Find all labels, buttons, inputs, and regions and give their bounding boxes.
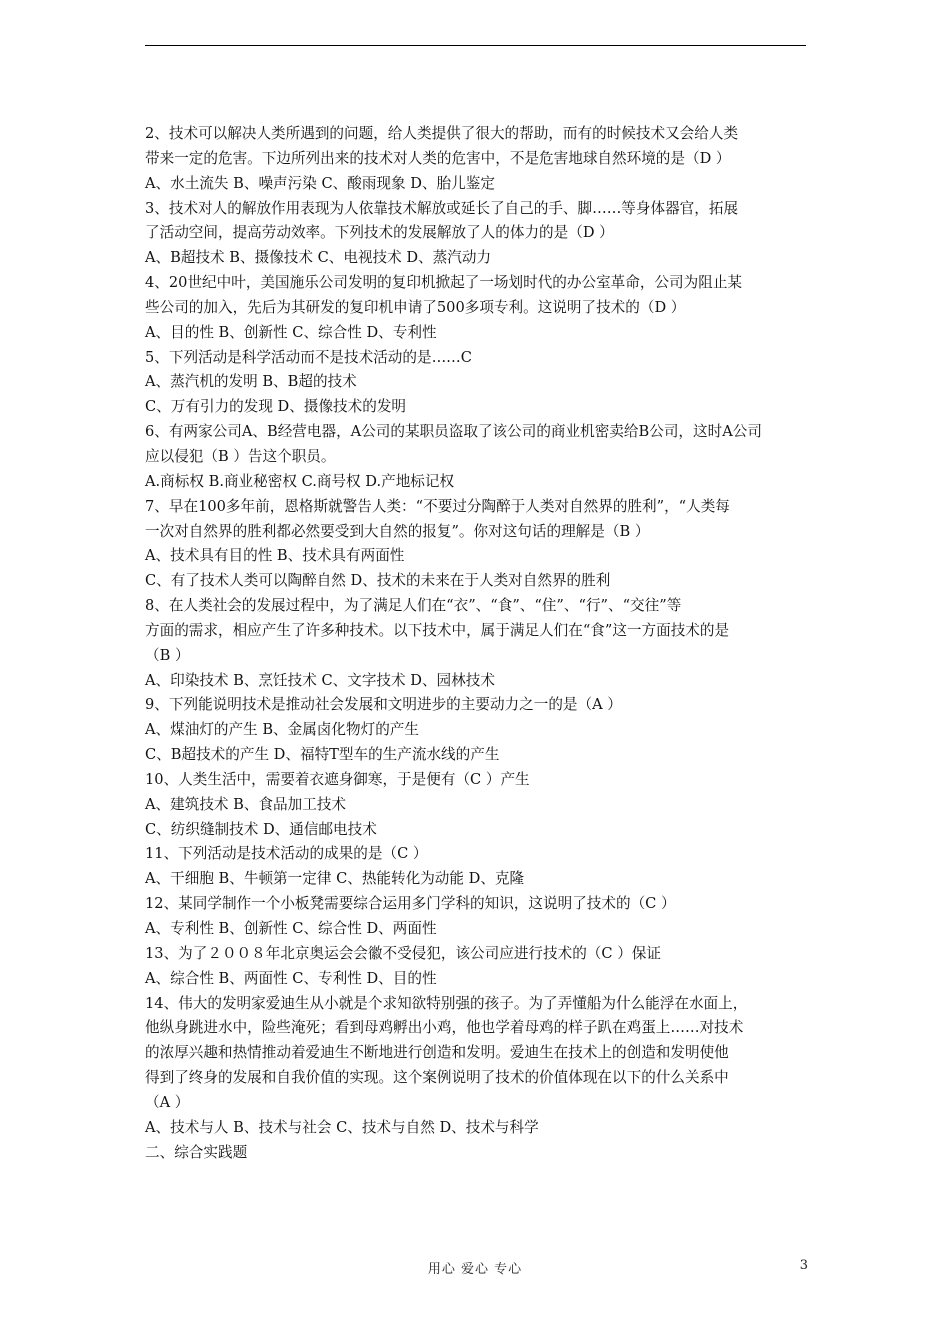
text-line: A、蒸汽机的发明 B、B超的技术 — [145, 373, 357, 391]
text-line: A、技术具有目的性 B、技术具有两面性 — [145, 547, 405, 565]
text-line: 8、在人类社会的发展过程中，为了满足人们在“衣”、“食”、“住”、“行”、“交往”等 — [145, 597, 682, 615]
text-line: （B ） — [145, 646, 190, 664]
text-line: 一次对自然界的胜利都必然要受到大自然的报复”。你对这句话的理解是（B ） — [145, 522, 650, 540]
text-line: A、煤油灯的产生 B、金属卤化物灯的产生 — [145, 721, 419, 739]
text-line: C、有了技术人类可以陶醉自然 D、技术的未来在于人类对自然界的胜利 — [145, 572, 611, 590]
text-line: 6、有两家公司A、B经营电器，A公司的某职员盗取了该公司的商业机密卖给B公司，这时A公司 — [145, 423, 762, 441]
text-line: A、印染技术 B、烹饪技术 C、文字技术 D、园林技术 — [145, 671, 495, 689]
text-line: C、万有引力的发现 D、摄像技术的发明 — [145, 398, 407, 416]
text-line: 9、下列能说明技术是推动社会发展和文明进步的主要动力之一的是（A ） — [145, 696, 622, 714]
text-line: 些公司的加入，先后为其研发的复印机申请了500多项专利。这说明了技术的（D ） — [145, 298, 686, 316]
text-line: C、B超技术的产生 D、福特T型车的生产流水线的产生 — [145, 746, 500, 764]
text-line: A、目的性 B、创新性 C、综合性 D、专利性 — [145, 323, 437, 341]
text-line: 带来一定的危害。下边所列出来的技术对人类的危害中，不是危害地球自然环境的是（D ） — [145, 149, 731, 167]
footer-motto: 用心 爱心 专心 — [427, 1262, 523, 1277]
text-line: 2、技术可以解决人类所遇到的问题，给人类提供了很大的帮助，而有的时候技术又会给人类 — [145, 125, 739, 142]
text-line: 13、为了２００８年北京奥运会会徽不受侵犯，该公司应进行技术的（C ）保证 — [145, 944, 661, 962]
text-line: 得到了终身的发展和自我价值的实现。这个案例说明了技术的价值体现在以下的什么关系中 — [145, 1069, 729, 1087]
text-line: （A ） — [145, 1093, 190, 1111]
text-line: A、技术与人 B、技术与社会 C、技术与自然 D、技术与科学 — [145, 1118, 539, 1136]
text-line: 了活动空间，提高劳动效率。下列技术的发展解放了人的体力的是（D ） — [145, 224, 614, 242]
text-line: A、综合性 B、两面性 C、专利性 D、目的性 — [145, 969, 437, 987]
text-line: 5、下列活动是科学活动而不是技术活动的是……C — [145, 348, 472, 366]
text-line: 11、下列活动是技术活动的成果的是（C ） — [145, 845, 428, 863]
text-line: 7、早在100多年前，恩格斯就警告人类：“不要过分陶醉于人类对自然界的胜利”，“人类每 — [145, 497, 730, 515]
text-line: 的浓厚兴趣和热情推动着爱迪生不断地进行创造和发明。爱迪生在技术上的创造和发明使他 — [145, 1044, 729, 1062]
text-line: 14、伟大的发明家爱迪生从小就是个求知欲特别强的孩子。为了弄懂船为什么能浮在水面上， — [145, 994, 748, 1012]
text-line: 3、技术对人的解放作用表现为人依靠技术解放或延长了自己的手、脚……等身体器官，拓展 — [145, 199, 739, 217]
text-line: 12、某同学制作一个小板凳需要综合运用多门学科的知识，这说明了技术的（C ） — [145, 895, 676, 913]
text-line: 方面的需求，相应产生了许多种技术。以下技术中，属于满足人们在“食”这一方面技术的是 — [145, 621, 730, 639]
text-line: C、纺织缝制技术 D、通信邮电技术 — [145, 820, 377, 838]
text-line: A、水土流失 B、噪声污染 C、酸雨现象 D、胎儿鉴定 — [145, 174, 495, 192]
question-text-block — [145, 122, 807, 1165]
text-line: A、B超技术 B、摄像技术 C、电视技术 D、蒸汽动力 — [145, 249, 492, 267]
text-line: 10、人类生活中，需要着衣遮身御寒，于是便有（C ）产生 — [145, 770, 530, 788]
text-line: A、建筑技术 B、食品加工技术 — [145, 795, 347, 813]
page-number: 3 — [799, 1258, 808, 1273]
text-line: A、干细胞 B、牛顿第一定律 C、热能转化为动能 D、克隆 — [145, 870, 525, 888]
text-line: 应以侵犯（B ）告这个职员。 — [145, 447, 336, 465]
text-line: A、专利性 B、创新性 C、综合性 D、两面性 — [145, 920, 437, 937]
text-line: A.商标权 B.商业秘密权 C.商号权 D.产地标记权 — [145, 472, 455, 490]
header-rule — [145, 45, 806, 46]
text-line: 他纵身跳进水中，险些淹死；看到母鸡孵出小鸡，他也学着母鸡的样子趴在鸡蛋上……对技术 — [145, 1019, 744, 1037]
text-line: 二、综合实践题 — [145, 1143, 248, 1161]
text-line: 4、20世纪中叶，美国施乐公司发明的复印机掀起了一场划时代的办公室革命，公司为阻止某 — [145, 274, 743, 292]
